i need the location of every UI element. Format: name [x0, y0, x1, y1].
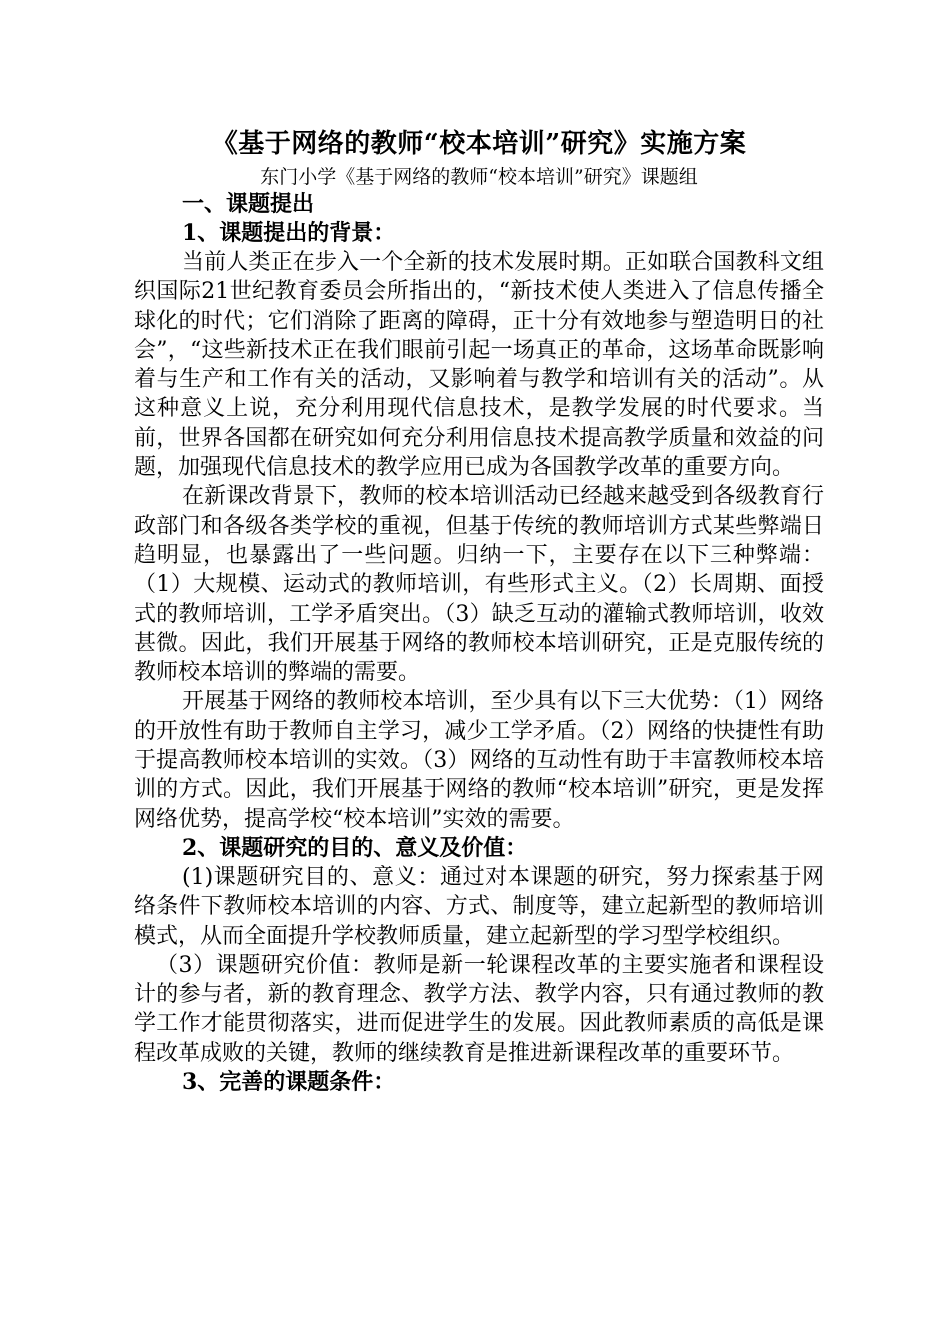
- subsection-heading-background: 1、课题提出的背景：: [182, 220, 396, 246]
- paragraph-background-2: 在新课改背景下，教师的校本培训活动已经越来越受到各级教育行政部门和各级各类学校的重视，但基于传统的教师培训方式某些弊端日趋明显，也暴露出了一些问题。归纳一下，主要存在以下三种弊端：（1）大规模、运动式的教师培训，有些形式主义。（2）长周期、面授式的教师培训，工学矛盾突出。（3）缺乏互动的灌输式教师培训，收效甚微。因此，我们开展基于网络的教师校本培训研究，正是克服传统的教师校本培训的弊端的需要。: [134, 484, 824, 686]
- paragraph-background-3: 开展基于网络的教师校本培训，至少具有以下三大优势：（1）网络的开放性有助于教师自主学习，减少工学矛盾。（2）网络的快捷性有助于提高教师校本培训的实效。（3）网络的互动性有助于丰富教师校本培训的方式。因此，我们开展基于网络的教师“校本培训”研究，更是发挥网络优势，提高学校“校本培训”实效的需要。: [134, 689, 824, 832]
- document-subtitle: 东门小学《基于网络的教师“校本培训”研究》课题组: [260, 166, 698, 188]
- paragraph-background-1: 当前人类正在步入一个全新的技术发展时期。正如联合国教科文组织国际21世纪教育委员会所指出的，“新技术使人类进入了信息传播全球化的时代；它们消除了距离的障碍，正十分有效地参与塑造明日的社会”，“这些新技术正在我们眼前引起一场真正的革命，这场革命既影响着与生产和工作有关的活动，又影响着与教学和培训有关的活动”。从这种意义上说，充分利用现代信息技术，是教学发展的时代要求。当前，世界各国都在研究如何充分利用信息技术提高教学质量和效益的问题，加强现代信息技术的教学应用已成为各国教学改革的重要方向。: [134, 250, 824, 481]
- paragraph-purpose: (1)课题研究目的、意义：通过对本课题的研究，努力探索基于网络条件下教师校本培训的内容、方式、制度等，建立起新型的教师培训模式，从而全面提升学校教师质量，建立起新型的学习型学校组织。: [134, 864, 824, 949]
- subsection-heading-purpose: 2、课题研究的目的、意义及价值：: [182, 834, 528, 861]
- document-body: [134, 124, 824, 1097]
- section-heading: 一、课题提出: [182, 191, 315, 217]
- subsection-heading-conditions: 3、完善的课题条件：: [182, 1069, 396, 1096]
- document-title: 《基于网络的教师“校本培训”研究》实施方案: [211, 129, 747, 159]
- paragraph-value: （3）课题研究价值：教师是新一轮课程改革的主要实施者和课程设计的参与者，新的教育理念、教学方法、教学内容，只有通过教师的教学工作才能贯彻落实，进而促进学生的发展。因此教师素质的高低是课程改革成败的关键，教师的继续教育是推进新课程改革的重要环节。: [134, 952, 824, 1066]
